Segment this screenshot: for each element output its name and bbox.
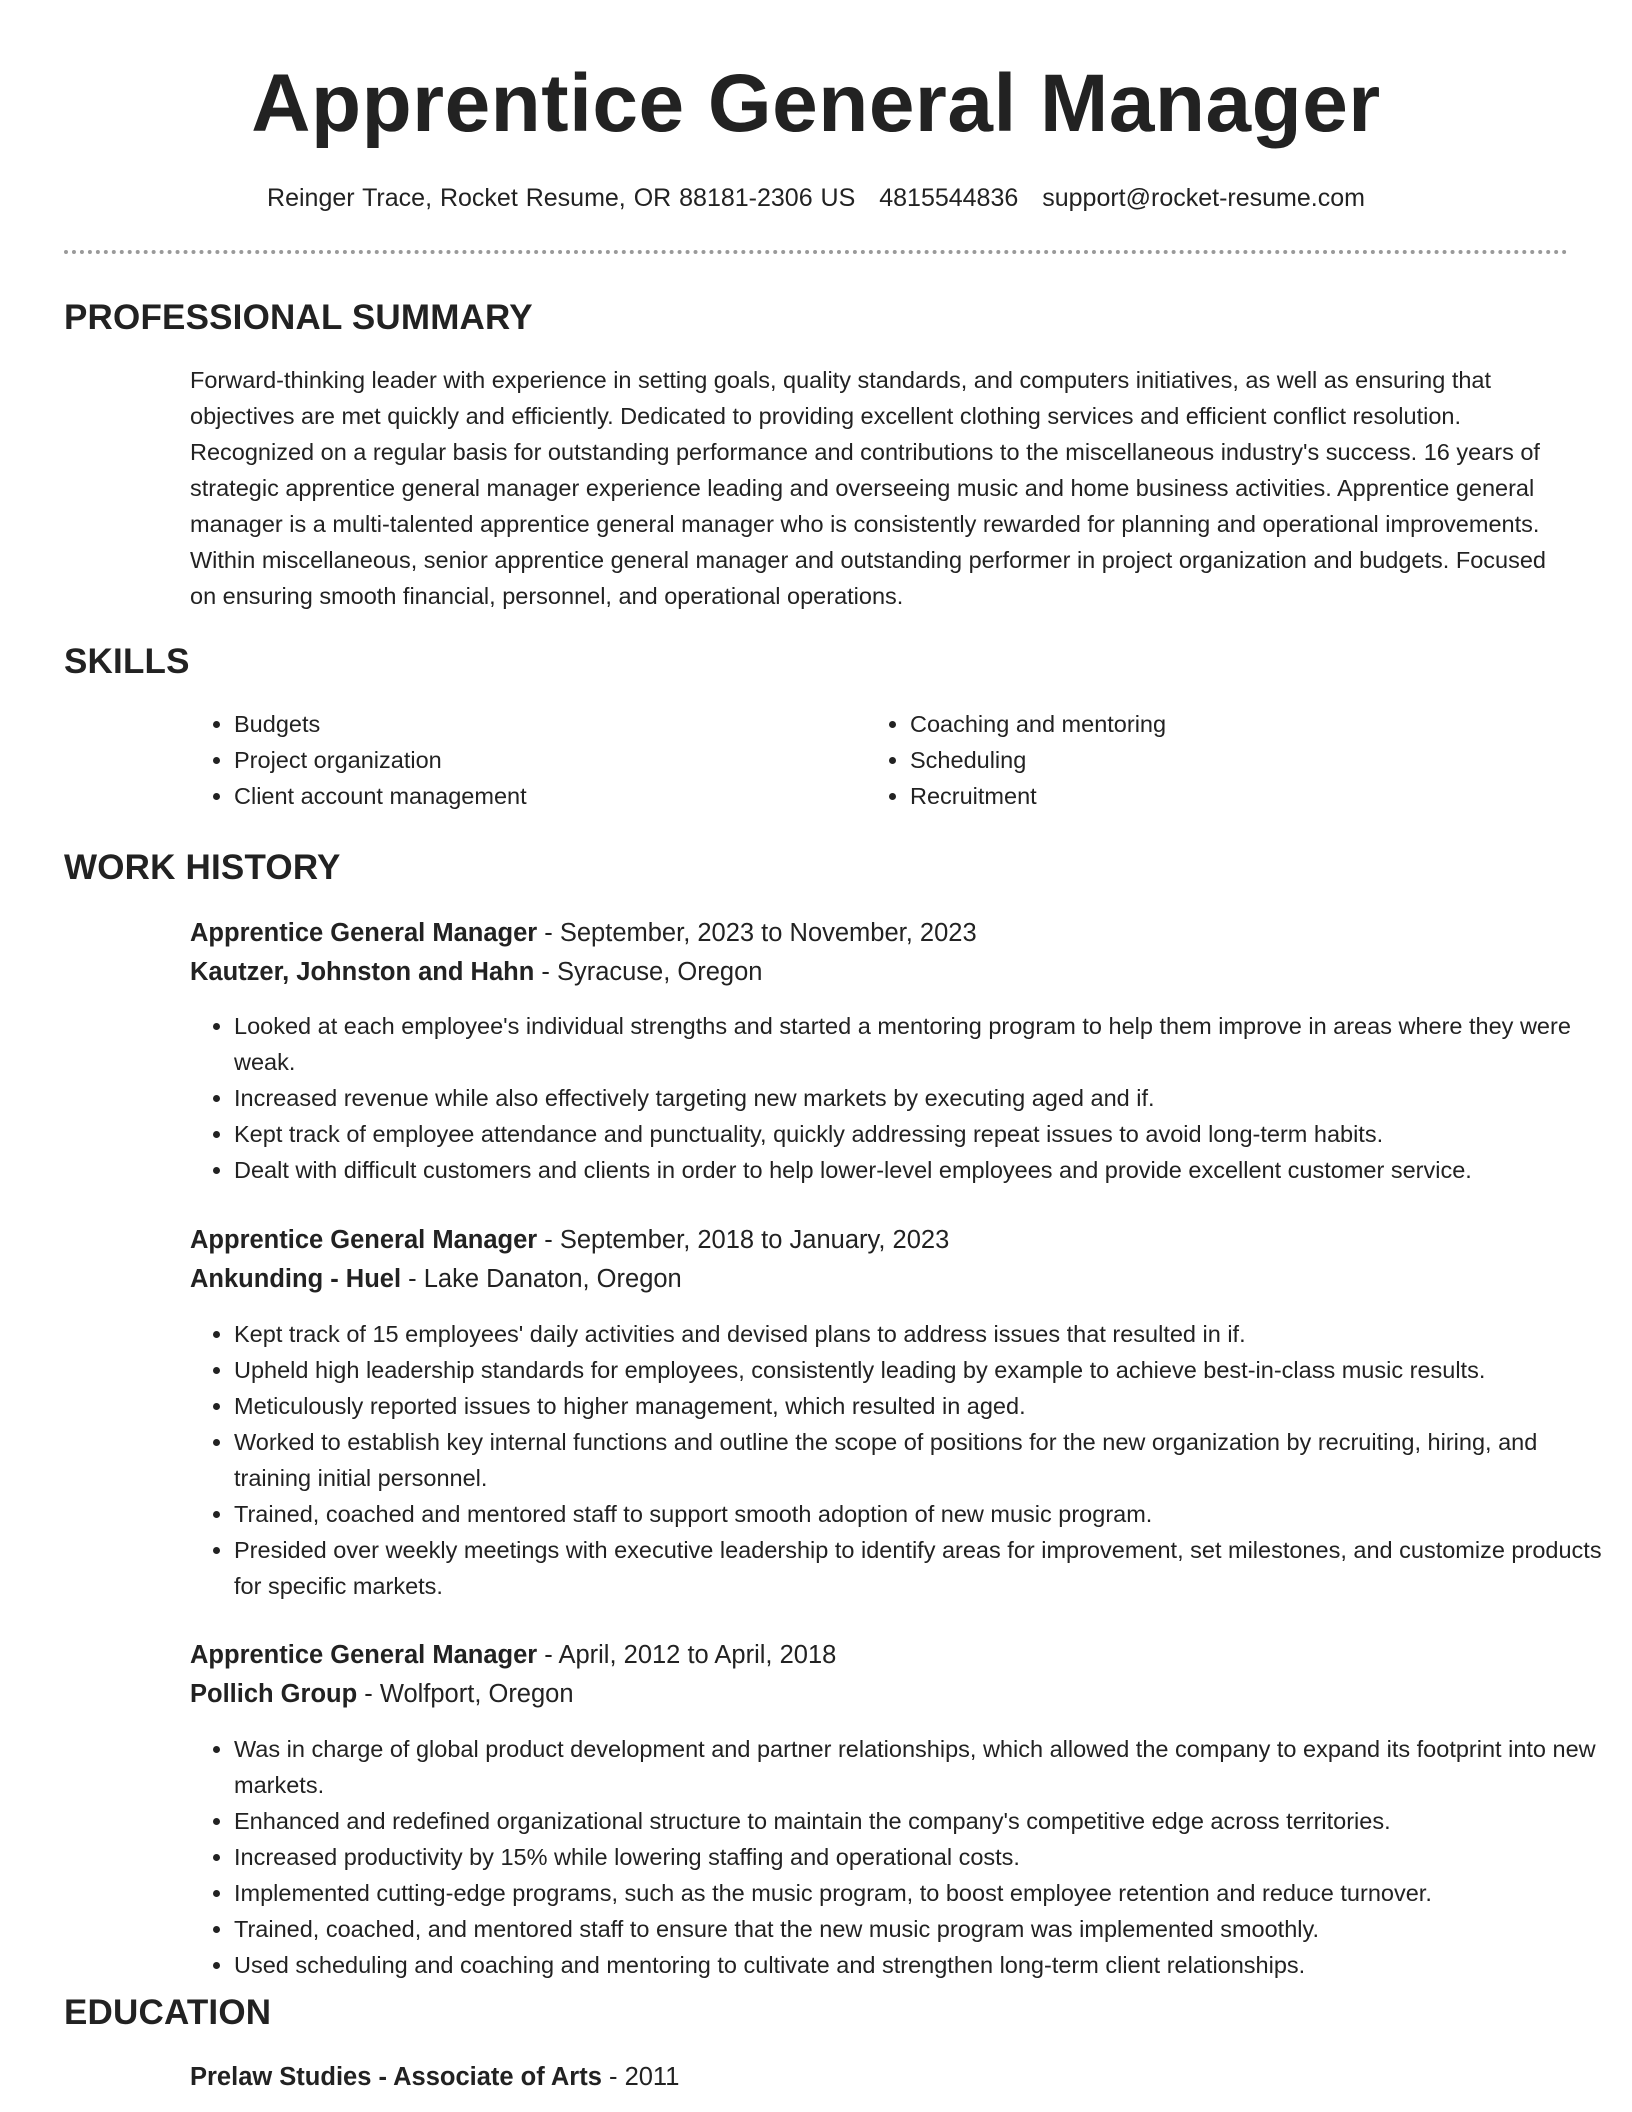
job-company: Pollich Group	[190, 1680, 358, 1708]
job-company: Ankunding - Huel	[190, 1265, 402, 1293]
job-bullet: • Trained, coached and mentored staff to support smooth adoption of new music program.	[234, 1496, 1614, 1532]
header-divider	[64, 250, 1568, 254]
job-dates: - September, 2023 to November, 2023	[537, 919, 977, 947]
work-history-heading: WORK HISTORY	[64, 848, 341, 887]
job-bullet: • Enhanced and redefined organizational structure to maintain the company's competitive edge across territories.	[234, 1803, 1614, 1839]
job-role: Apprentice General Manager	[190, 1641, 538, 1669]
job-bullet: • Dealt with difficult customers and clients in order to help lower-level employees and provide excellent customer service.	[234, 1152, 1614, 1188]
job-location: - Wolfport, Oregon	[357, 1680, 574, 1708]
job-title-line	[190, 1636, 836, 1674]
job-bullet: • Implemented cutting-edge programs, such as the music program, to boost employee retention and reduce turnover.	[234, 1875, 1614, 1911]
skill-item: • Client account management	[234, 778, 834, 814]
job-title-line	[190, 1221, 949, 1259]
education-line	[190, 2058, 679, 2096]
contact-line	[0, 180, 1632, 216]
job-bullet: • Kept track of employee attendance and punctuality, quickly addressing repeat issues to avoid long-term habits.	[234, 1116, 1614, 1152]
contact-address: Reinger Trace, Rocket Resume, OR 88181-2306 US	[267, 184, 856, 212]
education-year: - 2011	[601, 2063, 680, 2091]
job-location: - Syracuse, Oregon	[534, 958, 763, 986]
job-role: Apprentice General Manager	[190, 1226, 538, 1254]
job-dates: - April, 2012 to April, 2018	[537, 1641, 837, 1669]
contact-email: support@rocket-resume.com	[1042, 184, 1365, 212]
job-bullets	[190, 1731, 1614, 1983]
job-location: - Lake Danaton, Oregon	[401, 1265, 682, 1293]
job-bullet: • Trained, coached, and mentored staff to ensure that the new music program was implemented smoothly.	[234, 1911, 1614, 1947]
skill-item: • Scheduling	[910, 742, 1510, 778]
education-heading: EDUCATION	[64, 1993, 272, 2032]
job-bullet: • Presided over weekly meetings with executive leadership to identify areas for improvement, set milestones, and customize products for specific markets.	[234, 1532, 1614, 1604]
job-bullets	[190, 1316, 1614, 1604]
contact-phone: 4815544836	[879, 184, 1019, 212]
resume-name: Apprentice General Manager	[251, 58, 1381, 149]
skill-item: • Recruitment	[910, 778, 1510, 814]
job-company-line	[190, 1675, 574, 1713]
job-bullet: • Increased revenue while also effectively targeting new markets by executing aged and if.	[234, 1080, 1614, 1116]
skills-list-left	[190, 706, 834, 814]
skills-list-right	[866, 706, 1510, 814]
job-bullet: • Used scheduling and coaching and mentoring to cultivate and strengthen long-term client relationships.	[234, 1947, 1614, 1983]
skill-item: • Coaching and mentoring	[910, 706, 1510, 742]
job-bullet: • Kept track of 15 employees' daily activities and devised plans to address issues that resulted in if.	[234, 1316, 1614, 1352]
skills-heading: SKILLS	[64, 642, 190, 681]
job-title-line	[190, 914, 977, 952]
job-bullet: • Upheld high leadership standards for employees, consistently leading by example to achieve best-in-class music results.	[234, 1352, 1614, 1388]
job-bullet: • Worked to establish key internal functions and outline the scope of positions for the new organization by recruiting, hiring, and training initial personnel.	[234, 1424, 1614, 1496]
education-degree: Prelaw Studies - Associate of Arts	[190, 2063, 602, 2091]
job-bullet: • Meticulously reported issues to higher management, which resulted in aged.	[234, 1388, 1614, 1424]
job-bullet: • Was in charge of global product development and partner relationships, which allowed the company to expand its footprint into new markets.	[234, 1731, 1614, 1803]
job-company-line	[190, 1260, 682, 1298]
job-dates: - September, 2018 to January, 2023	[537, 1226, 950, 1254]
job-company: Kautzer, Johnston and Hahn	[190, 958, 535, 986]
skill-item: • Project organization	[234, 742, 834, 778]
summary-text: Forward-thinking leader with experience in setting goals, quality standards, and computers initiatives, as well as ensuring that objectives are met quickly and efficiently. Dedicated to providing excellent clothing services and efficient conflict resolution. Recognized on a regular basis for outstanding performance and contributions to the miscellaneous industry's success. 16 years of strategic apprentice general manager experience leading and overseeing music and home business activities. Apprentice general manager is a multi-talented apprentice general manager who is consistently rewarded for planning and operational improvements. Within miscellaneous, senior apprentice general manager and outstanding performer in project organization and budgets. Focused on ensuring smooth financial, personnel, and operational operations.	[190, 367, 1546, 609]
job-company-line	[190, 953, 762, 991]
skill-item: • Budgets	[234, 706, 834, 742]
summary-heading: PROFESSIONAL SUMMARY	[64, 298, 533, 337]
job-bullets	[190, 1008, 1614, 1188]
job-bullet: • Increased productivity by 15% while lowering staffing and operational costs.	[234, 1839, 1614, 1875]
job-role: Apprentice General Manager	[190, 919, 538, 947]
job-bullet: • Looked at each employee's individual strengths and started a mentoring program to help them improve in areas where they were weak.	[234, 1008, 1614, 1080]
